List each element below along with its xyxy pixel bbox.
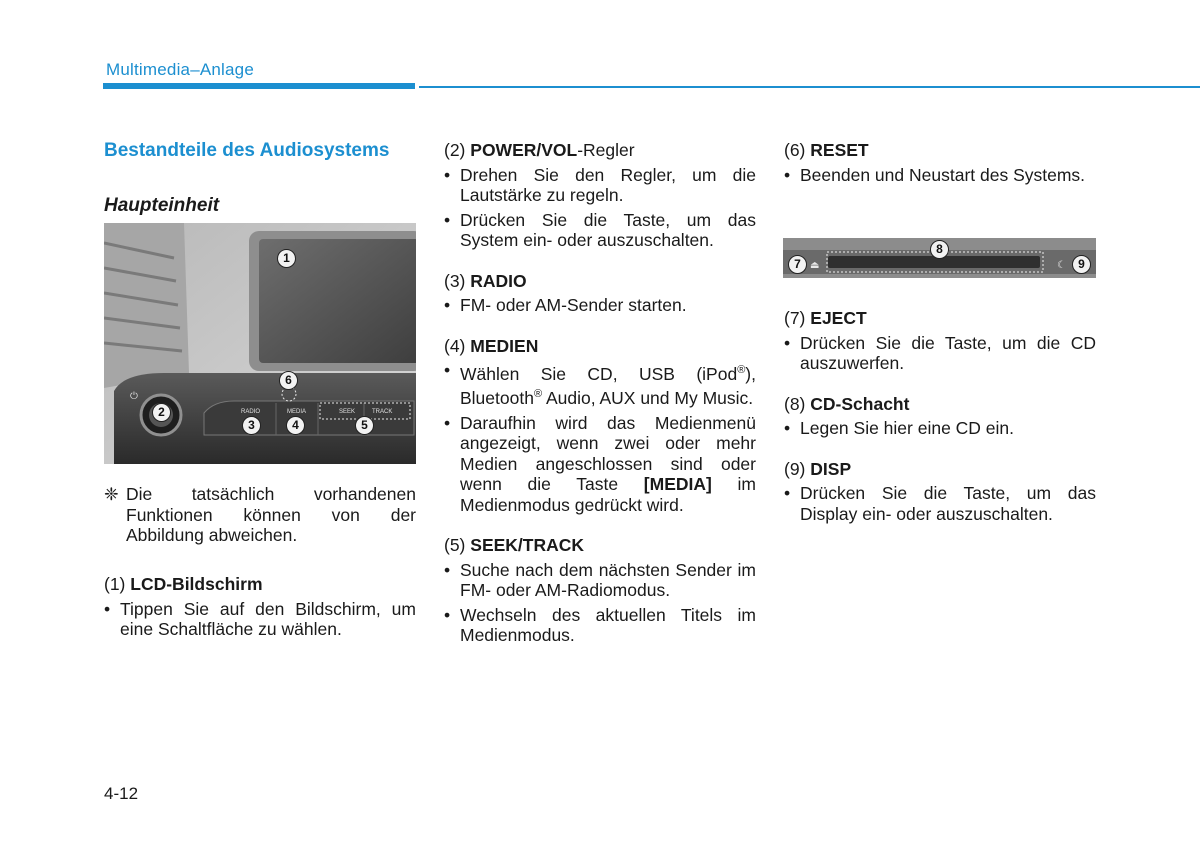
column-3-lower — [784, 308, 1096, 524]
item-num: (1) — [104, 574, 126, 594]
item-num: (4) — [444, 335, 466, 356]
svg-text:⏻: ⏻ — [130, 391, 138, 402]
header-rule-thick — [103, 83, 415, 89]
item-power — [444, 140, 756, 251]
item-disp — [784, 459, 1096, 525]
note — [104, 484, 416, 546]
item-suffix: -Regler — [577, 140, 635, 160]
item-radio — [444, 271, 756, 316]
note-mark: ❈ — [104, 484, 119, 504]
item-num: (5) — [444, 535, 466, 556]
bullet: • Wechseln des aktuellen Titels im Medienmodus. — [444, 605, 756, 646]
callout-9: 9 — [1072, 255, 1091, 274]
note-text: Die tatsächlich vorhandenen Funktionen können von der Abbildung abweichen. — [126, 484, 416, 545]
item-seek-track — [444, 535, 756, 646]
item-name: SEEK/TRACK — [470, 535, 585, 556]
column-2 — [444, 140, 756, 646]
bullet: • Drücken Sie die Taste, um die CD auszuwerfen. — [784, 333, 1096, 374]
item-name: DISP — [810, 458, 852, 479]
bullet: • Tippen Sie auf den Bildschirm, um eine Schaltfläche zu wählen. — [104, 599, 416, 640]
callout-8: 8 — [930, 240, 949, 259]
item-lcd — [104, 574, 416, 640]
bullet: • Drehen Sie den Regler, um die Lautstärke zu regeln. — [444, 165, 756, 206]
item-eject — [784, 308, 1096, 374]
callout-2: 2 — [152, 403, 171, 422]
svg-text:☾: ☾ — [1057, 260, 1066, 271]
running-header: Multimedia–Anlage — [106, 60, 254, 79]
section-title: Bestandteile des Audiosystems — [104, 140, 390, 161]
item-num: (2) — [444, 140, 466, 160]
track-button-label: TRACK — [372, 409, 393, 415]
item-num: (9) — [784, 458, 806, 479]
item-name: POWER/VOL — [470, 140, 578, 160]
bullet: • Legen Sie hier eine CD ein. — [784, 418, 1096, 439]
item-medien — [444, 336, 756, 516]
callout-1: 1 — [277, 249, 296, 268]
head-unit-figure — [104, 223, 416, 464]
item-name: LCD-Bildschirm — [130, 574, 263, 594]
bullet: • Suche nach dem nächsten Sender im FM- oder AM-Radiomodus. — [444, 560, 756, 601]
item-num: (8) — [784, 393, 806, 414]
item-name: MEDIEN — [470, 335, 539, 356]
item-name: EJECT — [810, 308, 867, 328]
bullet: • Drücken Sie die Taste, um das System ein- oder auszuschalten. — [444, 210, 756, 251]
item-cd-slot — [784, 394, 1096, 439]
seek-button-label: SEEK — [339, 409, 356, 415]
bullet: • Daraufhin wird das Medienmenü angezeigt, wenn zwei oder mehr Medien angeschlossen sind oder wenn die Taste [MEDIA] im Medienmodus gedrückt wird. — [444, 413, 756, 516]
subsection-title: Haupteinheit — [104, 195, 220, 216]
callout-5: 5 — [355, 416, 374, 435]
item-name: RADIO — [470, 270, 527, 291]
callout-7: 7 — [788, 255, 807, 274]
page-number: 4-12 — [104, 784, 139, 803]
radio-button-label: RADIO — [241, 409, 261, 415]
media-button-label: MEDIA — [287, 409, 307, 415]
callout-3: 3 — [242, 416, 261, 435]
bullet: • Wählen Sie CD, USB (iPod®), Bluetooth® Audio, AUX und My Music. — [444, 360, 756, 409]
item-num: (7) — [784, 308, 806, 328]
callout-4: 4 — [286, 416, 305, 435]
bullet: • Drücken Sie die Taste, um das Display ein- oder auszuschalten. — [784, 483, 1096, 524]
item-num: (6) — [784, 140, 806, 160]
bullet: • FM- oder AM-Sender starten. — [444, 295, 756, 316]
item-reset — [784, 140, 1096, 185]
bullet: • Beenden und Neustart des Systems. — [784, 165, 1096, 186]
cd-unit-figure — [783, 238, 1096, 278]
item-num: (3) — [444, 270, 466, 291]
callout-6: 6 — [279, 371, 298, 390]
header-rule-thin — [419, 86, 1200, 88]
item-name: CD-Schacht — [810, 393, 910, 414]
svg-text:⏏: ⏏ — [810, 260, 820, 271]
item-name: RESET — [810, 140, 869, 160]
